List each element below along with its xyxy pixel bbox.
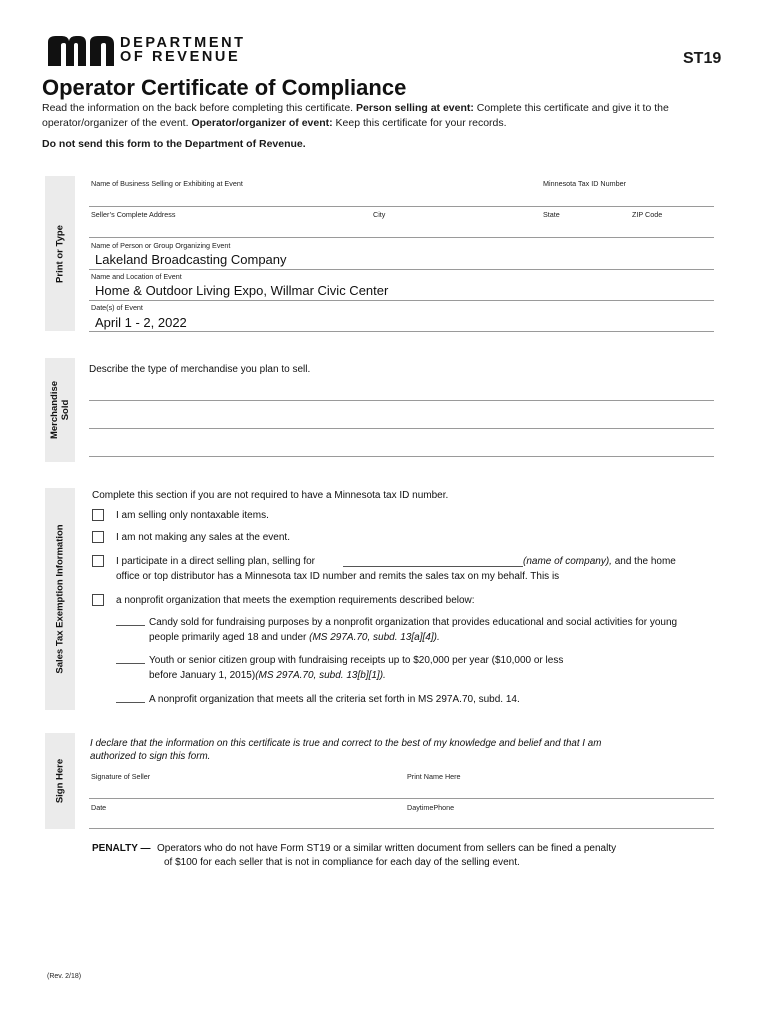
declaration-line-1: I declare that the information on this certificate is true and correct to the best of my knowledge and belief and that I am xyxy=(90,738,602,749)
nontaxable-checkbox[interactable] xyxy=(92,509,104,521)
intro-text-5: Keep this certificate for your records. xyxy=(332,117,507,129)
merchandise-line-3[interactable] xyxy=(89,456,714,457)
penalty-text-2: of $100 for each seller that is not in compliance for each day of the selling event. xyxy=(164,857,520,868)
no-sales-checkbox[interactable] xyxy=(92,531,104,543)
candy-text-1: Candy sold for fundraising purposes by a nonprofit organization that provides educational and social activities for young xyxy=(149,617,678,628)
warning-text: Do not send this form to the Department of Revenue. xyxy=(42,138,306,150)
candy-blank[interactable] xyxy=(116,625,145,626)
nonprofit-label: a nonprofit organization that meets the exemption requirements described below: xyxy=(116,595,475,606)
direct-selling-label: I participate in a direct selling plan, selling for xyxy=(116,556,315,567)
nonprofit-criteria-text: A nonprofit organization that meets all the criteria set forth in MS 297A.70, subd. 14. xyxy=(149,694,520,705)
tab-merch-line-2: Sold xyxy=(60,399,71,421)
organizer-value[interactable]: Lakeland Broadcasting Company xyxy=(95,252,287,267)
merchandise-prompt: Describe the type of merchandise you plan to sell. xyxy=(89,364,311,375)
intro-text-2: Person selling at event: xyxy=(356,102,474,114)
page-title: Operator Certificate of Compliance xyxy=(42,75,407,100)
revision-note: (Rev. 2/18) xyxy=(47,973,82,980)
youth-text-2a: before January 1, 2015) xyxy=(149,670,256,681)
company-name-blank[interactable] xyxy=(343,566,523,567)
nonprofit-checkbox[interactable] xyxy=(92,594,104,606)
nonprofit-criteria-blank[interactable] xyxy=(116,702,145,703)
tab-sign-label: Sign Here xyxy=(54,758,66,804)
tab-merchandise-label xyxy=(49,381,71,439)
tab-print-or-type xyxy=(45,176,75,331)
penalty-label: PENALTY — xyxy=(92,843,151,854)
youth-citation: (MS 297A.70, subd. 13[b][1]). xyxy=(255,670,386,681)
business-name-field[interactable] xyxy=(89,206,714,207)
address-label: Seller’s Complete Address xyxy=(91,210,176,219)
declaration-line-2: authorized to sign this form. xyxy=(90,751,211,762)
tab-print-label: Print or Type xyxy=(54,224,66,283)
address-field[interactable] xyxy=(89,237,714,238)
signature-label: Signature of Seller xyxy=(91,772,151,781)
declaration xyxy=(90,737,601,763)
youth-blank[interactable] xyxy=(116,663,145,664)
intro-paragraph xyxy=(42,101,722,131)
dept-line-2: OF REVENUE xyxy=(120,49,241,65)
intro-text-3: Complete this certificate and give it to the operator/organizer of the event. xyxy=(42,102,669,129)
tab-merch-line-1: Merchandise xyxy=(49,380,60,440)
mn-logo-icon xyxy=(48,36,114,66)
company-name-hint: (name of company), xyxy=(523,556,612,567)
youth-text-2 xyxy=(149,668,386,683)
nontaxable-label: I am selling only nontaxable items. xyxy=(116,510,269,521)
tax-id-label: Minnesota Tax ID Number xyxy=(543,179,626,188)
intro-text-1: Read the information on the back before completing this certificate. xyxy=(42,102,357,114)
tab-sign-here xyxy=(45,733,75,829)
organizer-field xyxy=(89,269,714,270)
penalty-text-1: Operators who do not have Form ST19 or a similar written document from sellers can be fined a penalty xyxy=(157,843,617,854)
city-label: City xyxy=(373,210,386,219)
date-label: Date xyxy=(91,803,107,812)
dates-field xyxy=(89,331,714,332)
organizer-label: Name of Person or Group Organizing Event xyxy=(91,241,231,250)
candy-text-2a: people primarily aged 18 and under xyxy=(149,632,310,643)
zip-label: ZIP Code xyxy=(632,210,663,219)
dept-line-1: DEPARTMENT xyxy=(120,35,246,51)
direct-selling-label-3: office or top distributor has a Minnesota tax ID number and remits the sales tax on my behalf. This is xyxy=(116,571,560,582)
direct-selling-home: and the home xyxy=(611,556,676,567)
mn-revenue-logo xyxy=(48,35,246,70)
business-name-label: Name of Business Selling or Exhibiting at Event xyxy=(91,179,243,188)
event-field xyxy=(89,300,714,301)
tab-sales-tax xyxy=(45,488,75,710)
tab-sales-tax-label: Sales Tax Exemption Information xyxy=(54,524,66,674)
merchandise-line-2[interactable] xyxy=(89,428,714,429)
candy-citation: (MS 297A.70, subd. 13[a][4]). xyxy=(309,632,440,643)
state-label: State xyxy=(543,210,560,219)
signature-field[interactable] xyxy=(89,798,714,799)
intro-text-4: Operator/organizer of event: xyxy=(191,117,333,129)
tab-merchandise xyxy=(45,358,75,462)
candy-text-2 xyxy=(149,630,440,645)
youth-text-1: Youth or senior citizen group with fundraising receipts up to $20,000 per year ($10,000 or less xyxy=(149,655,564,666)
dates-value[interactable]: April 1 - 2, 2022 xyxy=(95,315,187,330)
print-name-label: Print Name Here xyxy=(407,772,461,781)
no-sales-label: I am not making any sales at the event. xyxy=(116,532,290,543)
direct-selling-label-2 xyxy=(523,554,676,569)
event-label: Name and Location of Event xyxy=(91,272,182,281)
phone-label: DaytimePhone xyxy=(407,803,455,812)
form-id: ST19 xyxy=(683,50,722,67)
date-phone-field[interactable] xyxy=(89,828,714,829)
merchandise-line-1[interactable] xyxy=(89,400,714,401)
dates-label: Date(s) of Event xyxy=(91,303,143,312)
event-value[interactable]: Home & Outdoor Living Expo, Willmar Civic Center xyxy=(95,283,389,298)
direct-selling-checkbox[interactable] xyxy=(92,555,104,567)
exemption-intro: Complete this section if you are not required to have a Minnesota tax ID number. xyxy=(92,490,449,501)
